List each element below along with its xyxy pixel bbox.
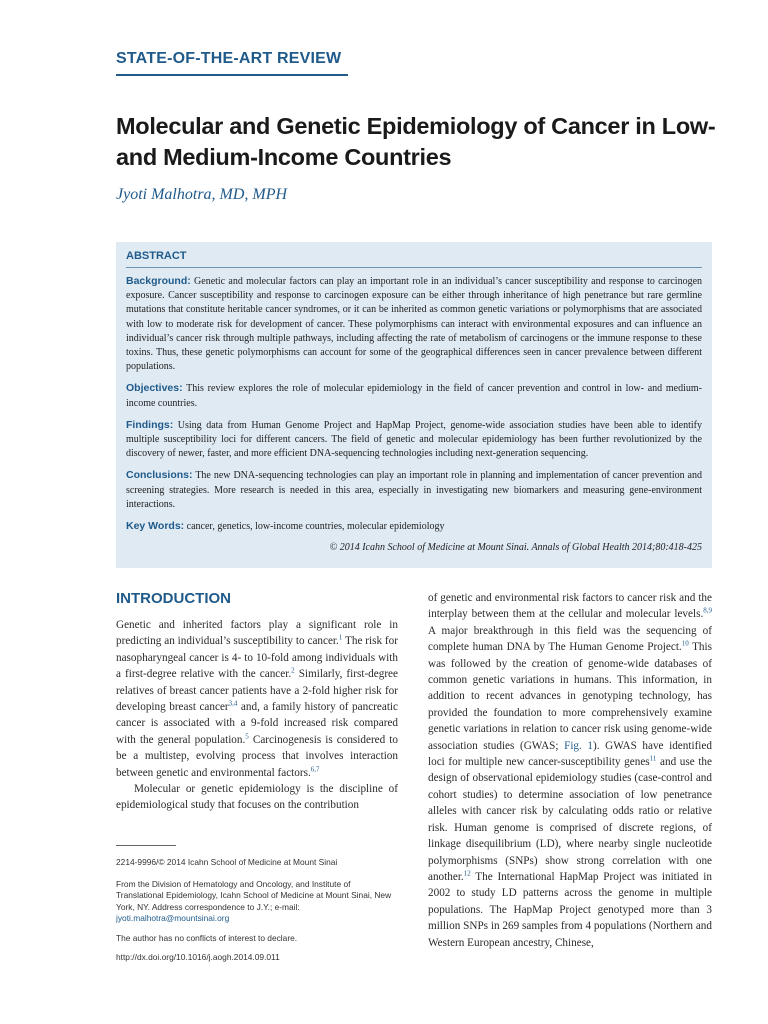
abstract-rule bbox=[126, 267, 702, 268]
abstract-body bbox=[126, 274, 702, 562]
findings-label: Findings: bbox=[126, 418, 174, 431]
email-link[interactable]: jyoti.malhotra@mountsinai.org bbox=[116, 913, 230, 924]
conclusions-label: Conclusions: bbox=[126, 469, 193, 482]
figure-link[interactable]: Fig. 1 bbox=[564, 739, 593, 752]
intro-paragraph-2: Molecular or genetic epidemiology is the discipline of epidemiological study that focuses on the contribution bbox=[116, 783, 398, 812]
footnote-affiliation: From the Division of Hematology and Oncology, and Institute of Translational Epidemiology, Icahn School of Medicine at Mount Sinai, New York, NY. Address correspondence to J.Y.; e-mail: jyoti.malhotra@mountsinai.org bbox=[116, 879, 392, 924]
objectives-text: This review explores the role of molecular epidemiology in the field of cancer prevention and control in low- and medium-income countries. bbox=[126, 383, 702, 409]
left-column bbox=[116, 590, 398, 814]
introduction-heading: INTRODUCTION bbox=[116, 590, 231, 607]
section-rule bbox=[116, 74, 348, 76]
article-title: Molecular and Genetic Epidemiology of Cancer in Low- and Medium-Income Countries bbox=[116, 113, 716, 170]
abstract-findings bbox=[126, 418, 702, 462]
reference-link[interactable]: 10 bbox=[681, 639, 689, 648]
reference-link[interactable]: 5 bbox=[245, 732, 249, 741]
reference-link[interactable]: 1 bbox=[338, 633, 343, 642]
abstract-citation: © 2014 Icahn School of Medicine at Mount Sinai. Annals of Global Health 2014;80:418-425 bbox=[329, 542, 702, 554]
reference-link[interactable]: 3,4 bbox=[228, 699, 238, 708]
footnote-issn: 2214-9996/© 2014 Icahn School of Medicine at Mount Sinai bbox=[116, 857, 338, 867]
background-text: Genetic and molecular factors can play an important role in an individual’s cancer susceptibility and response to carcinogen exposure. Cancer susceptibility and response to carcinogen exposure can be either through inheritance of high penetrance but rare germline mutations that constitute heritable cancer syndromes, or it can be inherited as common genetic variations or polymorphisms that are associated with low to moderate risk for development of cancer. These polymorphisms can interact with environmental exposures and can influence an individual’s cancer risk through multiple pathways, including affecting the rate of metabolism of carcinogens or the immune response to these toxins. Thus, these genetic polymorphisms can account for some of the geographical differences seen in cancer prevalence between different populations. bbox=[126, 276, 703, 373]
reference-link[interactable]: 8,9 bbox=[703, 606, 712, 615]
abstract-objectives bbox=[126, 381, 702, 410]
right-column bbox=[428, 590, 712, 951]
abstract-conclusions bbox=[126, 468, 702, 512]
reference-link[interactable]: 12 bbox=[463, 869, 471, 878]
intro-paragraph-continued: of genetic and environmental risk factors to cancer risk and the interplay between them at the cellular and molecular levels.$^{8,9}$ A major breakthrough in this field was the sequencing of complete human DNA by The Human Genome Project.$^{10}$ This was followed by the creation of genome-wide databases of common genetic variations in humans. This information, in addition to recent advances in genotyping technology, has provided the foundation to more comprehensively examine genetic variations in relation to cancer risk using genome-wide association studies (GWAS; Fig. 1). GWAS have identified loci for multiple new cancer-susceptibility genes$^{11}$ and use the design of observational epidemiology studies (case-control and cohort studies) to determine association of low penetrance alleles with cancer risk by calculating odds ratio or relative risk. Human genome is comprised of discrete regions, of linkage disequilibrium (LD), where nearby single nucleotide polymorphisms (SNPs) show strong correlation with one another.$^{12}$ The International HapMap Project was initiated in 2002 to study LD patterns across the genome in multiple populations. The HapMap Project genotyped more than 3 million SNPs in 269 samples from 4 populations (Northern and Western European ancestry, Chinese, bbox=[428, 592, 712, 949]
article-author: Jyoti Malhotra, MD, MPH bbox=[116, 186, 288, 203]
footnote-rule bbox=[116, 845, 176, 846]
footnote-conflicts: The author has no conflicts of interest to declare. bbox=[116, 933, 298, 943]
abstract-keywords bbox=[126, 519, 702, 534]
abstract-heading: ABSTRACT bbox=[126, 250, 187, 262]
abstract-background bbox=[126, 274, 702, 374]
findings-text: Using data from Human Genome Project and HapMap Project, genome-wide association studies have been able to identify multiple susceptibility loci for different cancers. The field of genetic and molecular epidemiology has been further revolutionized by the discovery of newer, faster, and more efficient DNA-sequencing technologies including next-generation sequencing. bbox=[126, 419, 702, 460]
intro-paragraph-1: Genetic and inherited factors play a significant role in predicting an individual’s susceptibility to cancer.$^1$ The risk for nasopharyngeal cancer is 4- to 10-fold among individuals with a first-degree relative with the cancer.$^2$ Similarly, first-degree relatives of breast cancer patients have a 2-fold higher risk for developing breast cancer$^{3,4}$ and, a family history of pancreatic cancer is associated with a 9-fold increased risk compared with the general population.$^5$ Carcinogenesis is considered to be a multistep, evolving process that involves interaction between genetic and environmental factors.$^{6,7}$ bbox=[116, 619, 398, 779]
background-label: Background: bbox=[126, 275, 191, 287]
objectives-label: Objectives: bbox=[126, 382, 183, 395]
section-label: STATE-OF-THE-ART REVIEW bbox=[116, 50, 342, 67]
reference-link[interactable]: 6,7 bbox=[310, 764, 320, 773]
keywords-text: cancer, genetics, low-income countries, molecular epidemiology bbox=[186, 521, 445, 533]
doi-link[interactable]: http://dx.doi.org/10.1016/j.aogh.2014.09.011 bbox=[116, 952, 280, 962]
keywords-label: Key Words: bbox=[126, 520, 185, 533]
abstract-box bbox=[116, 242, 712, 568]
reference-link[interactable]: 11 bbox=[649, 754, 657, 763]
conclusions-text: The new DNA-sequencing technologies can play an important role in planning and implementation of cancer prevention and screening strategies. More research is needed in this area, especially in investigating new biomarkers and measuring gene-environment interactions. bbox=[126, 470, 702, 510]
reference-link[interactable]: 2 bbox=[291, 666, 295, 675]
